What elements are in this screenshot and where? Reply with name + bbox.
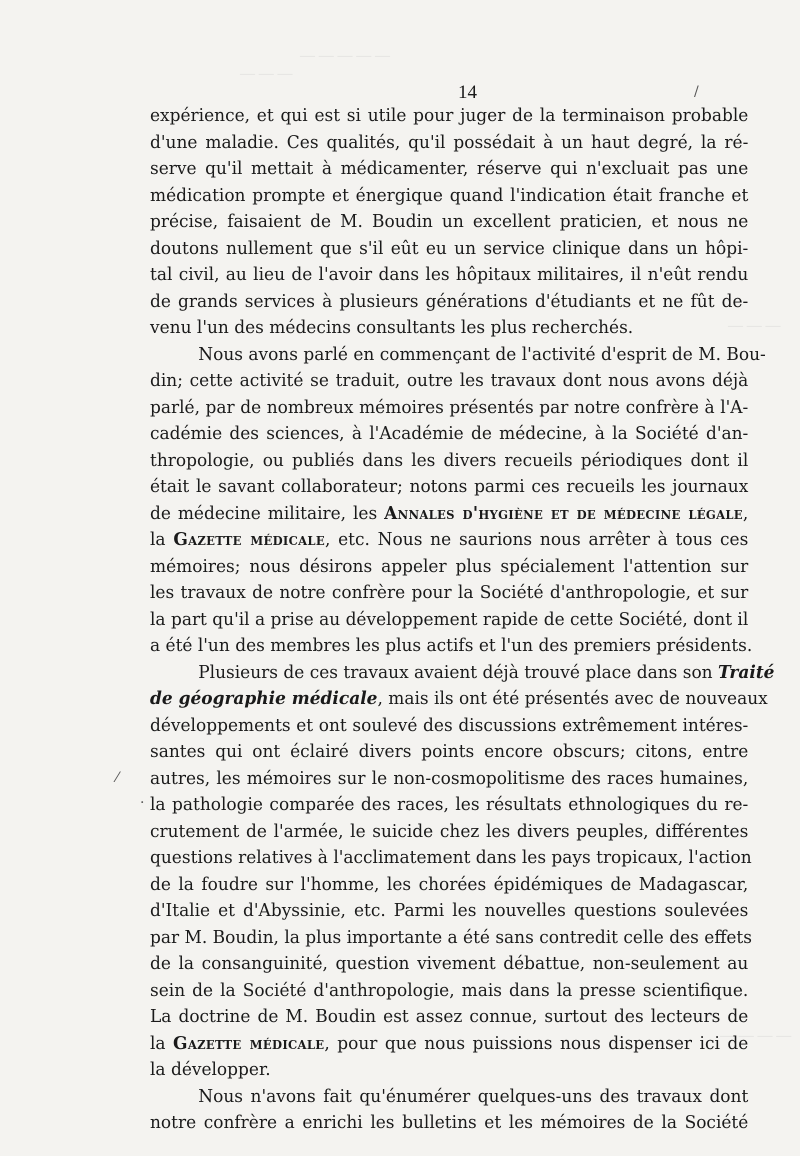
margin-mark: / — [694, 84, 699, 100]
text-line: la Gazette médicale, pour que nous puissions nous dispenser ici de — [150, 1032, 749, 1054]
page-number: 14 — [458, 82, 477, 103]
journal-title: Annales d'hygiène et de médecine légale — [384, 502, 743, 524]
text-line: tal civil, au lieu de l'avoir dans les hôpitaux militaires, il n'eût rendu — [150, 265, 749, 285]
text-line: de grands services à plusieurs générations d'étudiants et ne fût de- — [150, 291, 749, 312]
body-text — [150, 103, 775, 1137]
text-line: Plusieurs de ces travaux avaient déjà trouvé place dans son Traité — [198, 661, 775, 683]
text-line: d'Italie et d'Abyssinie, etc. Parmi les nouvelles questions soulevées — [150, 901, 749, 921]
text-line: Nous avons parlé en commençant de l'activité d'esprit de M. Bou- — [198, 344, 766, 365]
bleed-through-text: — — — — — — [300, 48, 390, 64]
text-line: la part qu'il a prise au développement rapide de cette Société, dont il — [150, 609, 749, 630]
text-line: d'une maladie. Ces qualités, qu'il possédait à un haut degré, la ré- — [150, 132, 749, 153]
text-line: serve qu'il mettait à médicamenter, réserve qui n'excluait pas une — [150, 159, 749, 179]
journal-title: Gazette médicale — [173, 1032, 325, 1054]
text-line: la Gazette médicale, etc. Nous ne saurions nous arrêter à tous ces — [150, 529, 749, 550]
text-line: Nous n'avons fait qu'énumérer quelques-uns des travaux dont — [198, 1086, 749, 1107]
text-line: La doctrine de M. Boudin est assez connue, surtout des lecteurs de — [150, 1007, 749, 1027]
bleed-through-text: — — — — — [720, 1028, 792, 1044]
text-line: thropologie, ou publiés dans les divers recueils périodiques dont il — [150, 450, 749, 471]
text-line: notre confrère a enrichi les bulletins et les mémoires de la Société — [150, 1113, 749, 1133]
text-line: les travaux de notre confrère pour la Société d'anthropologie, et sur — [150, 583, 749, 603]
text-line: venu l'un des médecins consultants les plus recherchés. — [150, 318, 634, 338]
text-line: a été l'un des membres les plus actifs et l'un des premiers présidents. — [150, 636, 753, 656]
text-line: santes qui ont éclairé divers points encore obscurs; citons, entre — [150, 742, 749, 762]
bleed-through-text: — — — — [240, 66, 293, 82]
text-line: cadémie des sciences, à l'Académie de médecine, à la Société d'an- — [150, 424, 749, 444]
text-line: expérience, et qui est si utile pour juger de la terminaison probable — [150, 106, 749, 126]
text-line: de la consanguinité, question vivement débattue, non-seulement au — [150, 954, 749, 974]
text-line: la développer. — [150, 1060, 271, 1080]
book-title: Traité — [718, 661, 775, 683]
text-line: par M. Boudin, la plus importante a été sans contredit celle des effets — [150, 927, 752, 948]
text-line: de géographie médicale, mais ils ont été présentés avec de nouveaux — [150, 688, 768, 709]
book-title: de géographie médicale — [150, 688, 378, 709]
text-line: din; cette activité se traduit, outre les travaux dont nous avons déjà — [150, 371, 749, 391]
journal-title: Gazette médicale — [173, 529, 325, 550]
text-line: de la foudre sur l'homme, les chorées épidémiques de Madagascar, — [150, 874, 749, 895]
text-line: mémoires; nous désirons appeler plus spécialement l'attention sur — [150, 556, 749, 577]
text-line: la pathologie comparée des races, les résultats ethnologiques du re- — [150, 795, 749, 815]
text-line: médication prompte et énergique quand l'indication était franche et — [150, 185, 749, 206]
margin-mark: · — [140, 795, 145, 811]
margin-mark: ⁄ — [116, 770, 119, 786]
text-line: crutement de l'armée, le suicide chez les divers peuples, différentes — [150, 821, 749, 842]
text-line: sein de la Société d'anthropologie, mais dans la presse scientifique. — [150, 980, 749, 1001]
text-line: questions relatives à l'acclimatement dans les pays tropicaux, l'action — [150, 848, 752, 868]
text-line: de médecine militaire, les Annales d'hygiène et de médecine légale, — [150, 502, 749, 524]
text-line: précise, faisaient de M. Boudin un excellent praticien, et nous ne — [150, 212, 749, 232]
text-line: doutons nullement que s'il eût eu un service clinique dans un hôpi- — [150, 238, 749, 259]
text-line: était le savant collaborateur; notons parmi ces recueils les journaux — [150, 477, 749, 497]
text-line: développements et ont soulevé des discussions extrêmement intéres- — [150, 715, 749, 736]
bleed-through-text: — — — — [728, 318, 781, 334]
text-line: autres, les mémoires sur le non-cosmopolitisme des races humaines, — [150, 768, 749, 789]
text-line: parlé, par de nombreux mémoires présentés par notre confrère à l'A- — [150, 397, 749, 418]
